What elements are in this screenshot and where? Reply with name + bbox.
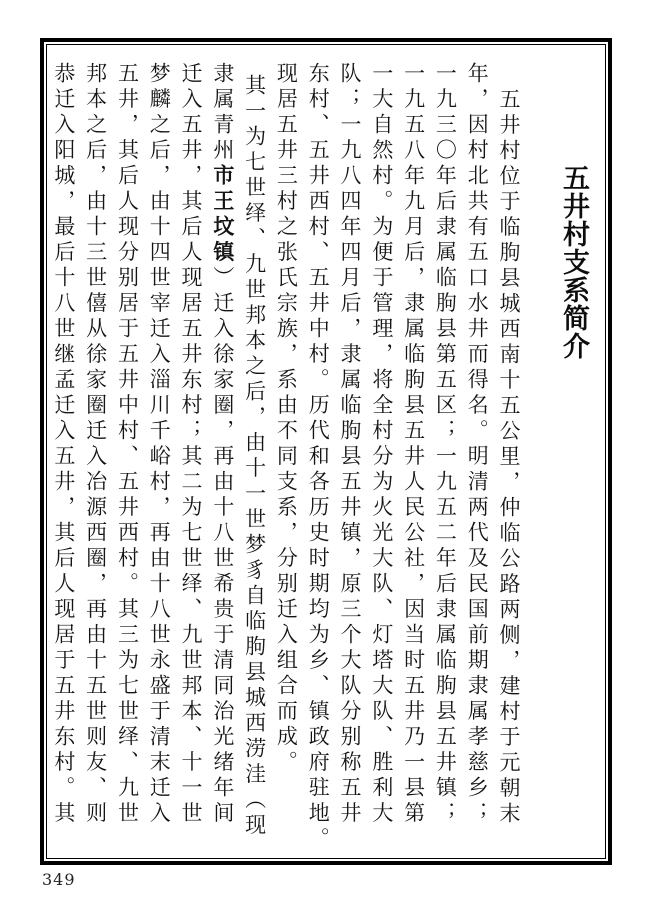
text-column: 年，因村北共有五口水井而得名。明清两代及民国前期隶属孝慈乡； bbox=[465, 62, 490, 827]
text-column: 一大自然村。为便于管理，将全村分为火光大队、灯塔大队、胜利大 bbox=[369, 62, 394, 827]
text-column: 其一为七世绎、九世邦本之后，由十一世梦豸自临朐县城西涝洼（现 bbox=[242, 74, 267, 839]
text-column: 一九三〇年后隶属临朐县第五区；一九五二年后隶属临朐县五井镇； bbox=[433, 62, 458, 827]
place-name-bold: 市王坟镇 bbox=[210, 164, 235, 266]
text-column: 迁入五井，其后人现居五井东村；其二为七世绎、九世邦本、十一世 bbox=[179, 62, 204, 827]
text-column: 现居五井三村之张氏宗族，系由不同支系，分别迁入组合而成。 bbox=[274, 62, 299, 776]
page-title: 五井村支系简介 bbox=[559, 164, 589, 360]
text-column bbox=[206, 62, 238, 860]
body-text bbox=[47, 62, 524, 860]
text-segment: 隶属青州 bbox=[210, 62, 235, 164]
text-column: 恭迁入阳城，最后十八世继孟迁入五井，其后人现居于五井东村。其 bbox=[51, 62, 76, 827]
text-column: 一九五八年九月后，隶属临朐县五井人民公社，因当时五井乃一县第 bbox=[401, 62, 426, 827]
text-column: 队；一九八四年四月后，隶属临朐县五井镇，原三个大队分别称五井 bbox=[338, 62, 363, 827]
page-number: 349 bbox=[42, 870, 76, 889]
text-column: 东村、五井西村、五井中村。历代和各历史时期均为乡、镇政府驻地。 bbox=[306, 62, 331, 853]
text-segment: ）迁入徐家圈，再由十八世希贵于清同治光绪年间 bbox=[210, 266, 235, 827]
text-column: 邦本之后，由十三世僖从徐家圈迁入冶源西圈，再由十五世则友、则 bbox=[83, 62, 108, 827]
text-column: 五井村位于临朐县城西南十五公里，仲临公路两侧，建村于元朝末 bbox=[497, 88, 521, 828]
text-column: 梦麟之后，由十四世宰迁入淄川千峪村，再由十八世永盛于清末迁入 bbox=[147, 62, 172, 827]
text-column: 五井，其后人现分别居于五井中村、五井西村。其三为七世绎、九世 bbox=[115, 62, 140, 827]
